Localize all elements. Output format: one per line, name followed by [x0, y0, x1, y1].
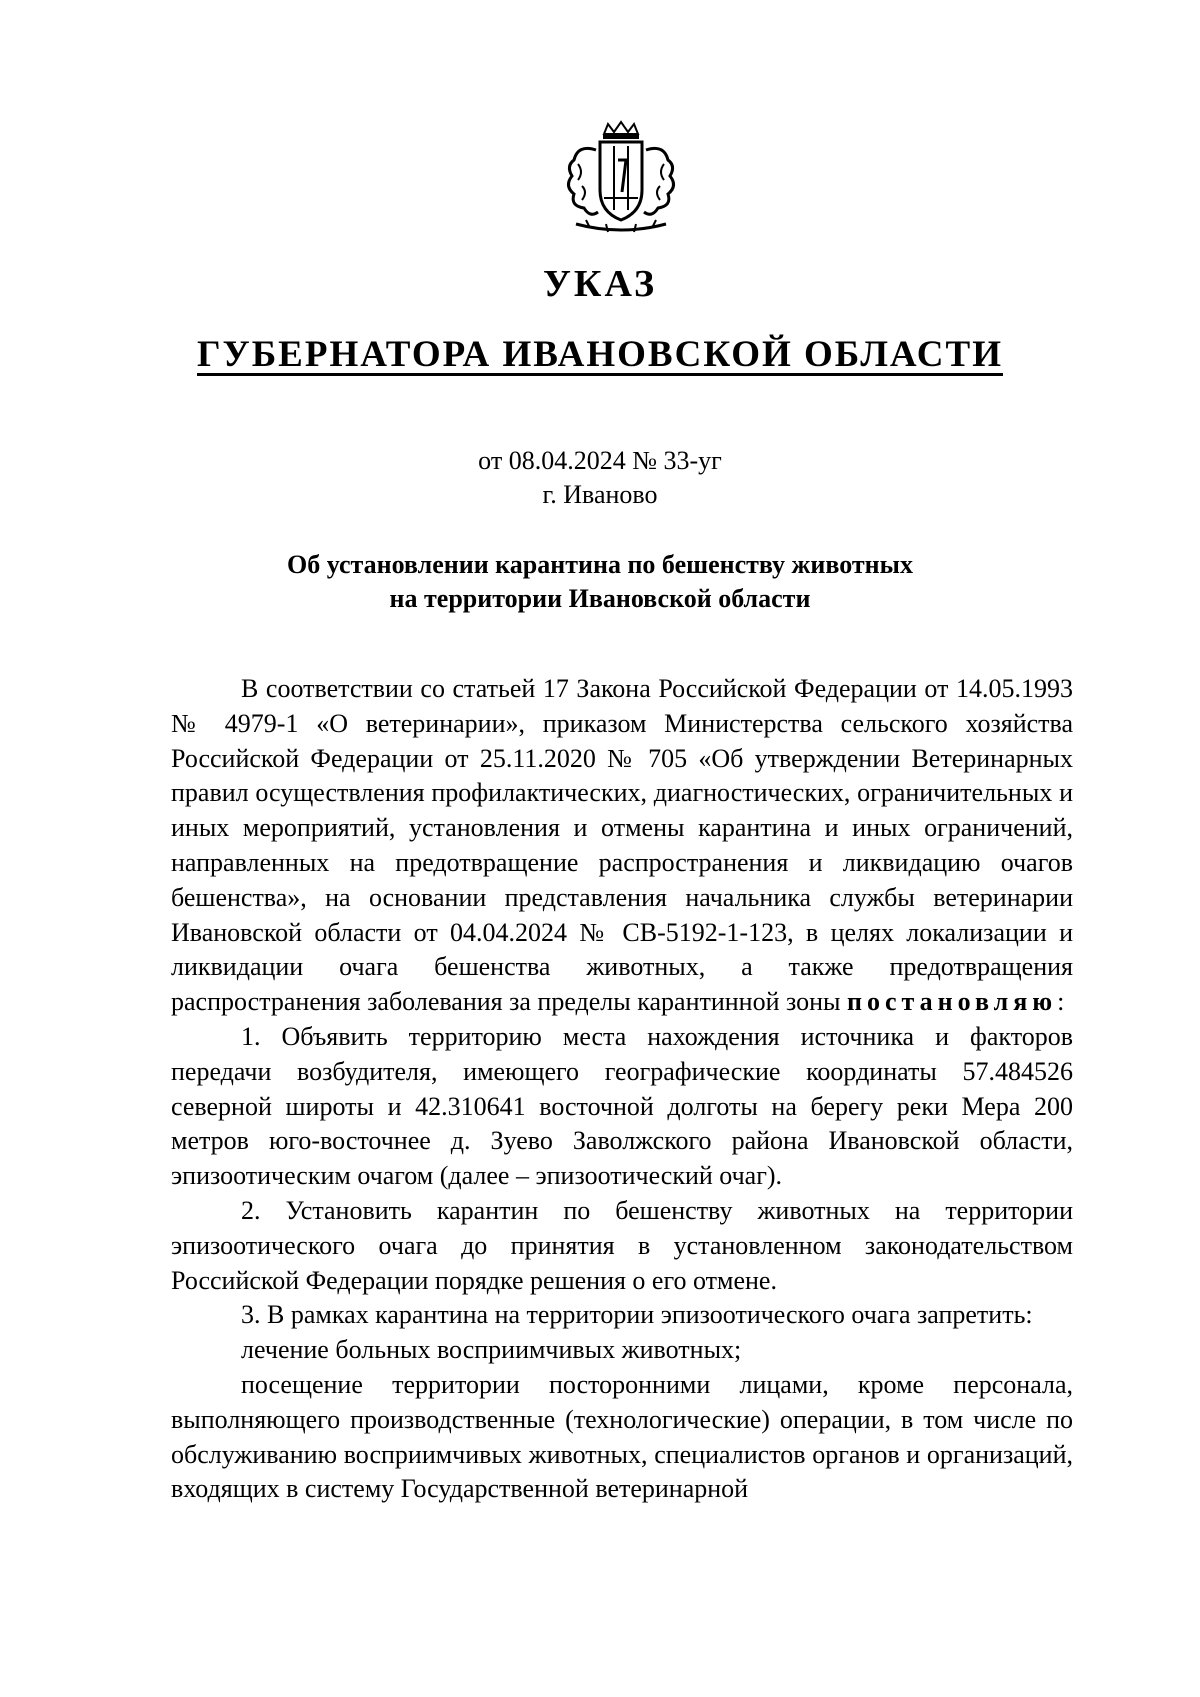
- preamble-text: В соответствии со статьей 17 Закона Российской Федерации от 14.05.1993 № 4979-1 «О ветеринарии», приказом Министерства сельского хозяйства Российской Федерации от 25.11.2020 № 705 «Об утверждении Ветеринарных правил осуществления профилактических, диагностических, ограничительных и иных мероприятий, установления и отмены карантина и иных ограничений, направленных на предотвращение распространения и ликвидацию очагов бешенства», на основании представления начальника службы ветеринарии Ивановской области от 04.04.2024 № СВ-5192-1-123, в целях локализации и ликвидации очага бешенства животных, а также предотвращения распространения заболевания за пределы карантинной зоны: [171, 674, 1073, 1017]
- preamble-paragraph: [171, 672, 1073, 1020]
- decree-word: постановляю: [847, 987, 1058, 1017]
- item-3-paragraph: 3. В рамках карантина на территории эпизоотического очага запретить:: [241, 1300, 1033, 1330]
- coat-of-arms-icon: [556, 120, 686, 238]
- document-date-number: от 08.04.2024 № 33-уг: [478, 446, 722, 475]
- item-2-paragraph: 2. Установить карантин по бешенству животных на территории эпизоотического очага до принятия в установленном законодательством Российской Федерации порядке решения о его отмене.: [171, 1195, 1073, 1295]
- issuer-title: [0, 333, 1200, 376]
- document-city: г. Иваново: [542, 480, 658, 509]
- document-subject-line-2: на территории Ивановской области: [389, 584, 811, 613]
- decree-colon: :: [1057, 987, 1065, 1017]
- issuer-title-text: ГУБЕРНАТОРА ИВАНОВСКОЙ ОБЛАСТИ: [197, 334, 1003, 375]
- document-body: [171, 672, 1073, 1507]
- item-3b-paragraph: посещение территории посторонними лицами, кроме персонала, выполняющего производственные (технологические) операции, в том числе по обслуживанию восприимчивых животных, специалистов органов и организаций, входящих в систему Государственной ветеринарной: [171, 1369, 1073, 1504]
- item-3a-paragraph: лечение больных восприимчивых животных;: [241, 1335, 742, 1365]
- document-type-title: УКАЗ: [543, 263, 657, 305]
- item-1-paragraph: 1. Объявить территорию места нахождения источника и факторов передачи возбудителя, имеющего географические координаты 57.484526 северной широты и 42.310641 восточной долготы на берегу реки Мера 200 метров юго-восточнее д. Зуево Заволжского района Ивановской области, эпизоотическим очагом (далее – эпизоотический очаг).: [171, 1021, 1073, 1191]
- document-subject-line-1: Об установлении карантина по бешенству животных: [287, 550, 913, 579]
